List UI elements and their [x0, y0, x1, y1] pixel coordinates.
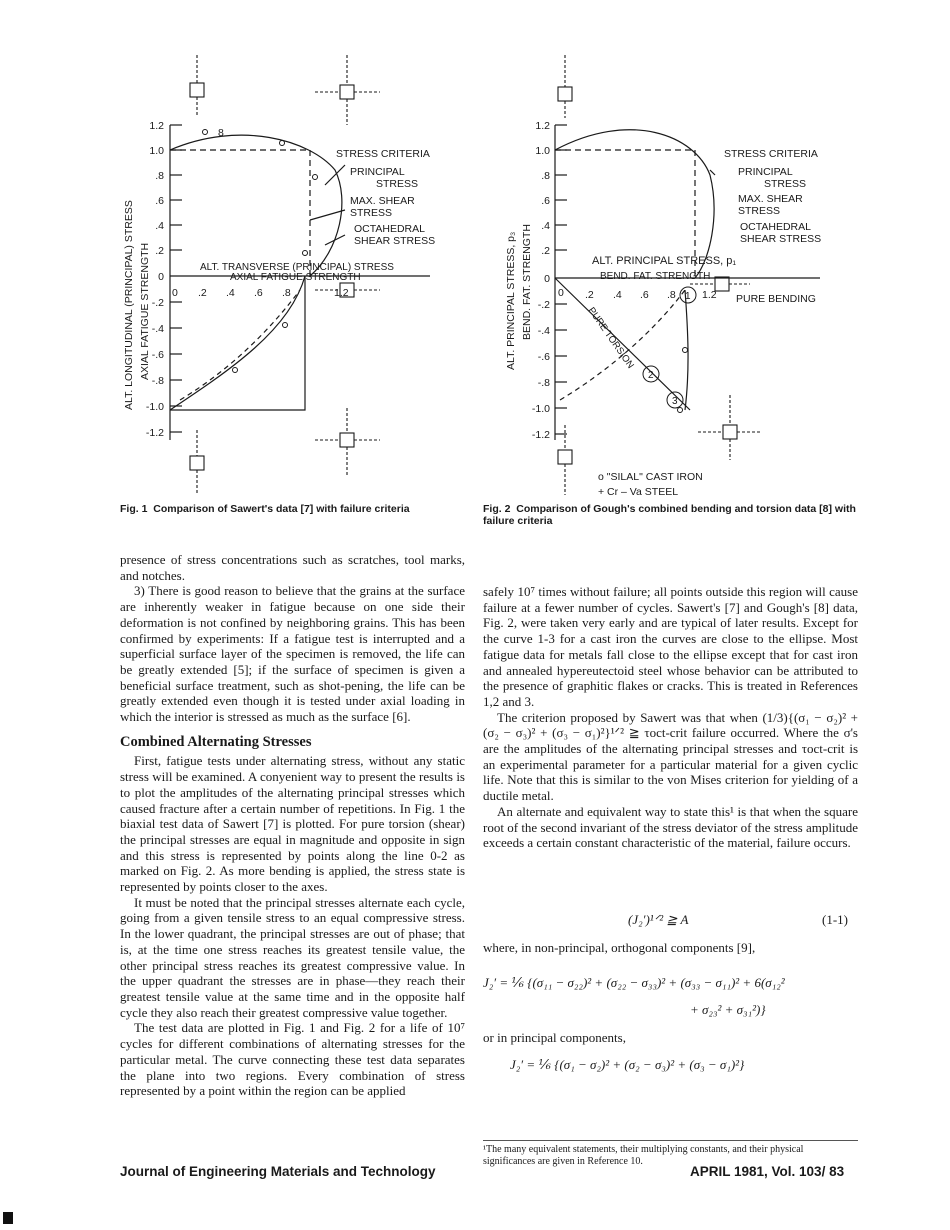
footnote: ¹The many equivalent statements, their multiplying constants, and their physical significances are given in Reference 10.: [483, 1140, 858, 1168]
transverse-label-2: AXIAL FATIGUE STRENGTH: [230, 272, 361, 283]
x-tick-label: .6: [640, 289, 649, 301]
y-tick-label: -.8: [151, 375, 164, 387]
pure-bending-label: PURE BENDING: [736, 293, 816, 305]
section-heading: Combined Alternating Stresses: [120, 733, 312, 750]
label-principal: PRINCIPAL: [738, 166, 793, 178]
x-tick-label: .6: [254, 287, 263, 299]
y-axis-title-2: BEND. FAT. STRENGTH: [521, 224, 533, 340]
paragraph: or in principal components,: [483, 1030, 626, 1045]
label-shear-2: STRESS: [350, 207, 393, 219]
y-tick-label: -1.2: [531, 429, 550, 441]
y-tick-label: 1.0: [535, 145, 550, 157]
figure-1-caption: Fig. 1 Comparison of Sawert's data [7] with failure criteria: [120, 503, 410, 515]
max-shear-dashed-box: [170, 150, 310, 276]
label-oct: OCTAHEDRAL: [354, 223, 425, 235]
label-oct-2: SHEAR STRESS: [354, 235, 436, 247]
x-tick-label: 0: [558, 287, 564, 299]
y-tick-label: -.4: [537, 325, 550, 337]
y-axis-title: ALT. PRINCIPAL STRESS, p₃: [505, 231, 517, 370]
octahedral-curve: [170, 135, 342, 276]
page-number: / 83: [821, 1164, 845, 1179]
x-axis-title-2: BEND. FAT. STRENGTH: [600, 271, 711, 282]
x-tick-label: 1.2: [334, 287, 349, 299]
transverse-label: ALT. TRANSVERSE (PRINCIPAL) STRESS: [200, 262, 394, 273]
y-tick-label: -1.0: [531, 403, 550, 415]
x-tick-label: .2: [585, 289, 594, 301]
data-point: [283, 323, 288, 328]
y-axis-title-2: AXIAL FATIGUE STRENGTH: [139, 242, 151, 380]
y-tick-label: .6: [155, 195, 164, 207]
data-point: [280, 141, 285, 146]
x-tick-label: .8: [667, 289, 676, 301]
y-tick-label: -1.2: [145, 427, 164, 439]
point-label: 8: [218, 127, 224, 139]
y-tick-label: 1.2: [535, 120, 550, 132]
x-tick-label: 1.2: [702, 289, 717, 301]
x-tick-label: .4: [613, 289, 622, 301]
y-tick-label: -.8: [537, 377, 550, 389]
y-tick-label: .6: [541, 195, 550, 207]
equation-1-number: (1-1): [822, 912, 848, 927]
y-tick-label: 1.2: [149, 120, 164, 132]
y-tick-label: .4: [541, 220, 550, 232]
label-principal: PRINCIPAL: [350, 166, 405, 178]
right-column: [483, 584, 858, 851]
label-shear: MAX. SHEAR: [738, 193, 803, 205]
data-point: [313, 175, 318, 180]
paragraph: First, fatigue tests under alternating stress, without any static stress will be examined. A conyenient way to present the results is to plot the amplitudes of the alternating principal stresses which caused fracture after a certain number of repetitions. In Fig. 1 the biaxial test data of Sawert [7] is plotted. For pure torsion (shear) the principal stresses are equal in magnitude and opposite in sign and this stress is represented by points along the line 0-2 as marked on Fig. 2. As more bending is applied, the stress state is represented by points closer to the axes.: [120, 753, 465, 895]
x-tick-label: .2: [198, 287, 207, 299]
y-tick-marks: [170, 125, 182, 432]
y-tick-label: .8: [155, 170, 164, 182]
issue-info: [690, 1164, 844, 1179]
left-column: [120, 552, 465, 1099]
lower-dashed-curve: [180, 290, 300, 400]
figure-1-plot: [100, 40, 450, 510]
y-tick-label: .2: [155, 245, 164, 257]
paragraph: 3) There is good reason to believe that the grains at the surface are inherently weaker in fatigue because on one side their deformation is not confined by neighboring grains. This has been confirmed by experiments: If a fatigue test is interrupted and a superficial surface layer of the specimen is removed, the life can be greatly extended [5]; if the surface of specimen is given a beneficial surface treatment, such as shot-pening, the life can be greatly extended even though it is tested under axial loading in which the interior is stressed as much as the surface [6].: [120, 583, 465, 725]
marker-3-label: 3: [672, 396, 678, 407]
criteria-title: STRESS CRITERIA: [724, 148, 818, 160]
x-axis-title: ALT. PRINCIPAL STRESS, p₁: [592, 255, 737, 267]
corner-mark: [3, 1212, 13, 1224]
label-oct-2: SHEAR STRESS: [740, 233, 822, 245]
paragraph: An alternate and equivalent way to state this¹ is that when the square root of the second invariant of the stress deviator of the stress amplitude exceeds a certain constant characteristic of the material, failure occurs.: [483, 803, 858, 851]
issue-label: APRIL 1981, Vol. 103: [690, 1164, 822, 1179]
x-tick-label: .8: [282, 287, 291, 299]
paragraph: safely 10⁷ times without failure; all points outside this region will cause failure at a fewer number of cycles. Sawert's [7] and Gough's [8] data, Fig. 2, were taken very early and are typical of later results. Except for the curve 1-3 for a cast iron the curves are close to the ellipse. Most fatigue data for metals fall close to the ellipse except that for cast iron and annealed hypereutectoid steel whose behavior can be attributed to the presence of graphitic flakes or cracks. This is treated in References 1,2 and 3.: [483, 584, 858, 709]
figure-2: [480, 40, 880, 540]
x-tick-label: .4: [226, 287, 235, 299]
y-tick-label: -.2: [151, 297, 164, 309]
y-tick-label: -.6: [537, 351, 550, 363]
paragraph: where, in non-principal, orthogonal components [9],: [483, 940, 756, 955]
y-axis-title: ALT. LONGITUDINAL (PRINCIPAL) STRESS: [123, 200, 135, 410]
marker-2-label: 2: [648, 370, 654, 381]
label-principal-2: STRESS: [764, 178, 807, 190]
data-point: [233, 368, 238, 373]
data-point: [203, 130, 208, 135]
data-point: [678, 408, 683, 413]
y-tick-label: -1.0: [145, 401, 164, 413]
y-tick-label: .8: [541, 170, 550, 182]
x-tick-label: 0: [172, 287, 178, 299]
label-principal-2: STRESS: [376, 178, 419, 190]
pure-torsion-label: PURE TORSION: [585, 305, 636, 371]
y-tick-label: -.2: [537, 299, 550, 311]
equation-1: (J₂′)¹ᐟ² ≧ A: [628, 912, 689, 927]
criteria-title: STRESS CRITERIA: [336, 148, 430, 160]
y-tick-label: 0: [544, 273, 550, 285]
figure-1: [100, 40, 450, 510]
y-tick-label: .2: [541, 245, 550, 257]
paragraph: The test data are plotted in Fig. 1 and Fig. 2 for a life of 10⁷ cycles for different combinations of alternating stresses for the particular metal. The curve connecting these test data separates the plane into two regions. Every combination of stress represented by a point within the region can be applied: [120, 1020, 465, 1099]
marker-1-label: 1: [685, 291, 691, 302]
y-tick-label: 0: [158, 271, 164, 283]
equation-2: J₂′ = ⅙ {(σ₁₁ − σ₂₂)² + (σ₂₂ − σ₃₃)² + (σ₃₃ − σ₁₁)² + 6(σ₁₂²: [483, 975, 785, 990]
data-point: [683, 348, 688, 353]
y-tick-label: .4: [155, 220, 164, 232]
legend-steel: + Cr – Va STEEL: [598, 486, 679, 498]
data-point: [303, 251, 308, 256]
label-shear-2: STRESS: [738, 205, 781, 217]
label-shear: MAX. SHEAR: [350, 195, 415, 207]
paragraph: The criterion proposed by Sawert was that when (1/3){(σ₁ − σ₂)² + (σ₂ − σ₃)² + (σ₃ − σ₁)²}¹ᐟ² ≧ τoct-crit failure occurred. Where the σ's are the amplitudes of the alternating principal stresses and τoct-crit is an experimental parameter for a particular material for a given cyclic life. Note that this is similar to the von Mises criterion for yielding of a ductile metal.: [483, 709, 858, 804]
equation-2-cont: + σ₂₃² + σ₃₁²)}: [690, 1002, 766, 1017]
y-tick-label: -.4: [151, 323, 164, 335]
journal-name: Journal of Engineering Materials and Technology: [120, 1164, 436, 1179]
figure-2-caption: Fig. 2 Comparison of Gough's combined bending and torsion data [8] with failure criteria: [483, 503, 856, 527]
paragraph: It must be noted that the principal stresses alternate each cycle, going from a given tensile stress to an equal compressive stress. In the lower quadrant, the principal stresses are out of phase; that is, at the time one stress reaches its greatest tensile value, the other principal stress reaches its greatest compressive value. In the upper quadrant the stresses are in phase—they reach their greatest tensile value at the same time and in the opposite half cycle they also reach their greatest compressive value together.: [120, 894, 465, 1020]
equation-3: J₂′ = ⅙ {(σ₁ − σ₂)² + (σ₂ − σ₃)² + (σ₃ − σ₁)²}: [510, 1057, 745, 1072]
y-tick-label: 1.0: [149, 145, 164, 157]
figure-2-plot: [480, 40, 880, 500]
label-oct: OCTAHEDRAL: [740, 221, 811, 233]
y-tick-label: -.6: [151, 349, 164, 361]
paragraph: presence of stress concentrations such as scratches, tool marks, and notches.: [120, 552, 465, 583]
legend-cast-iron: o "SILAL" CAST IRON: [598, 471, 703, 483]
